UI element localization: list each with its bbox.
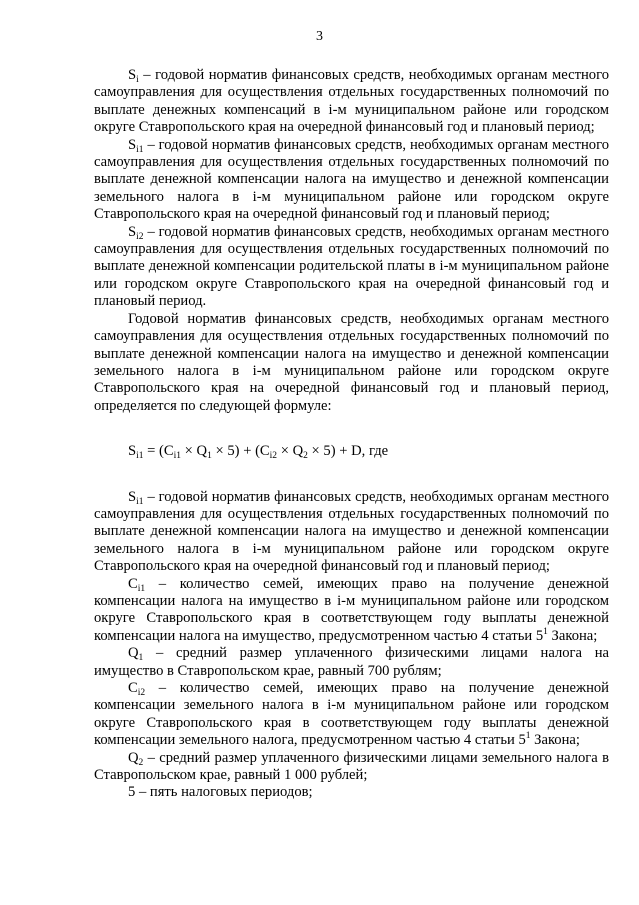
term-text: – количество семей, имеющих право на получение денежной компенсации налога на имущество в i-м муниципальном районе или городском округе Ставропольского края в соответствующем году выплаты денежной компенсации налога на имущество, предусмотренном частью 4 статьи 5 xyxy=(94,575,609,644)
term-five: 5 – пять налоговых периодов; xyxy=(128,784,313,801)
term-q1 xyxy=(94,645,609,680)
symbol-subscript: i xyxy=(136,75,139,85)
definition-si2 xyxy=(94,224,609,311)
symbol: S xyxy=(128,488,137,505)
symbol-subscript: i1 xyxy=(137,583,146,594)
term-text: – количество семей, имеющих право на получение денежной компенсации земельного налога в i-м муниципальном районе или городском округе Ставропольского края в соответствующем году выплаты денежной компенсации земельного налога, предусмотренном частью 4 статьи 5 xyxy=(94,680,609,749)
formula-s: S xyxy=(128,443,137,460)
formula-s-sub: i1 xyxy=(136,451,144,462)
symbol: S xyxy=(128,67,137,83)
term-ci1 xyxy=(94,576,609,646)
symbol-subscript: 1 xyxy=(138,653,144,664)
symbol: C xyxy=(128,575,138,592)
term-text: – годовой норматив финансовых средств, необходимых органам местного самоуправления для осуществления отдельных государственных полномочий по выплате денежной компенсации налога на имущество и денежной компенсации земельного налога в i-м муниципальном районе или городском округе Ставропольского края на очередной финансовый год и плановый период; xyxy=(94,488,609,575)
symbol-subscript: i2 xyxy=(136,231,144,242)
formula-c2-sub: i2 xyxy=(269,451,278,462)
definition-text: – годовой норматив финансовых средств, необходимых органам местного самоуправления для осуществления отдельных государственных полномочий по выплате денежных компенсаций в i-м муниципальном районе или городском округе Ставропольского края на очередной финансовый год и плановый период; xyxy=(94,67,609,136)
definition-si xyxy=(94,67,609,137)
symbol: C xyxy=(128,680,138,696)
term-text: – средний размер уплаченного физическими лицами налога на имущество в Ставропольском крае, равный 700 рублям; xyxy=(94,645,609,679)
definition-text: – годовой норматив финансовых средств, необходимых органам местного самоуправления для осуществления отдельных государственных полномочий по выплате денежной компенсации родительской платы в i-м муниципальном районе или городском округе Ставропольского края на очередной финансовый год и плановый период. xyxy=(94,223,609,310)
symbol: Q xyxy=(128,749,139,766)
superscript: 1 xyxy=(543,626,548,637)
page-number: 3 xyxy=(316,29,323,44)
symbol-subscript: i1 xyxy=(136,496,144,507)
formula-part: = (C xyxy=(143,443,174,460)
formula xyxy=(94,443,609,460)
formula-part: × 5) + D, где xyxy=(307,443,389,460)
symbol: S xyxy=(128,136,137,153)
term-text: – средний размер уплаченного физическими лицами земельного налога в Ставропольском крае, равный 1 000 рублей; xyxy=(94,749,609,784)
document-body xyxy=(94,67,609,802)
symbol-subscript: 2 xyxy=(138,757,144,768)
symbol: Q xyxy=(128,645,139,662)
term-q2 xyxy=(94,750,609,785)
symbol-subscript: i2 xyxy=(137,688,146,698)
term-si1 xyxy=(94,489,609,576)
formula-part: × 5) + (C xyxy=(211,443,270,460)
formula-q1-sub: 1 xyxy=(207,451,212,462)
symbol-subscript: i1 xyxy=(136,144,144,155)
formula-part: × Q xyxy=(181,443,208,460)
superscript: 1 xyxy=(525,731,531,742)
definition-si1 xyxy=(94,137,609,224)
term-ci2 xyxy=(94,680,609,750)
term-text: Закона; xyxy=(530,732,580,749)
formula-intro: Годовой норматив финансовых средств, необходимых органам местного самоуправления для осуществления отдельных государственных полномочий по выплате денежной компенсации налога на имущество и денежной компенсации земельного налога в i-м муниципальном районе или городском округе Ставропольского края на очередной финансовый год и плановый период, определяется по следующей формуле: xyxy=(94,310,609,414)
definition-text: – годовой норматив финансовых средств, необходимых органам местного самоуправления для осуществления отдельных государственных полномочий по выплате денежной компенсации налога на имущество и денежной компенсации земельного налога в i-м муниципальном районе или городском округе Ставропольского края на очередной финансовый год и плановый период; xyxy=(94,136,609,223)
symbol: S xyxy=(128,223,137,240)
formula-c1-sub: i1 xyxy=(173,451,182,462)
formula-q2-sub: 2 xyxy=(303,451,308,462)
term-text: Закона; xyxy=(547,627,598,644)
formula-part: × Q xyxy=(277,443,304,460)
